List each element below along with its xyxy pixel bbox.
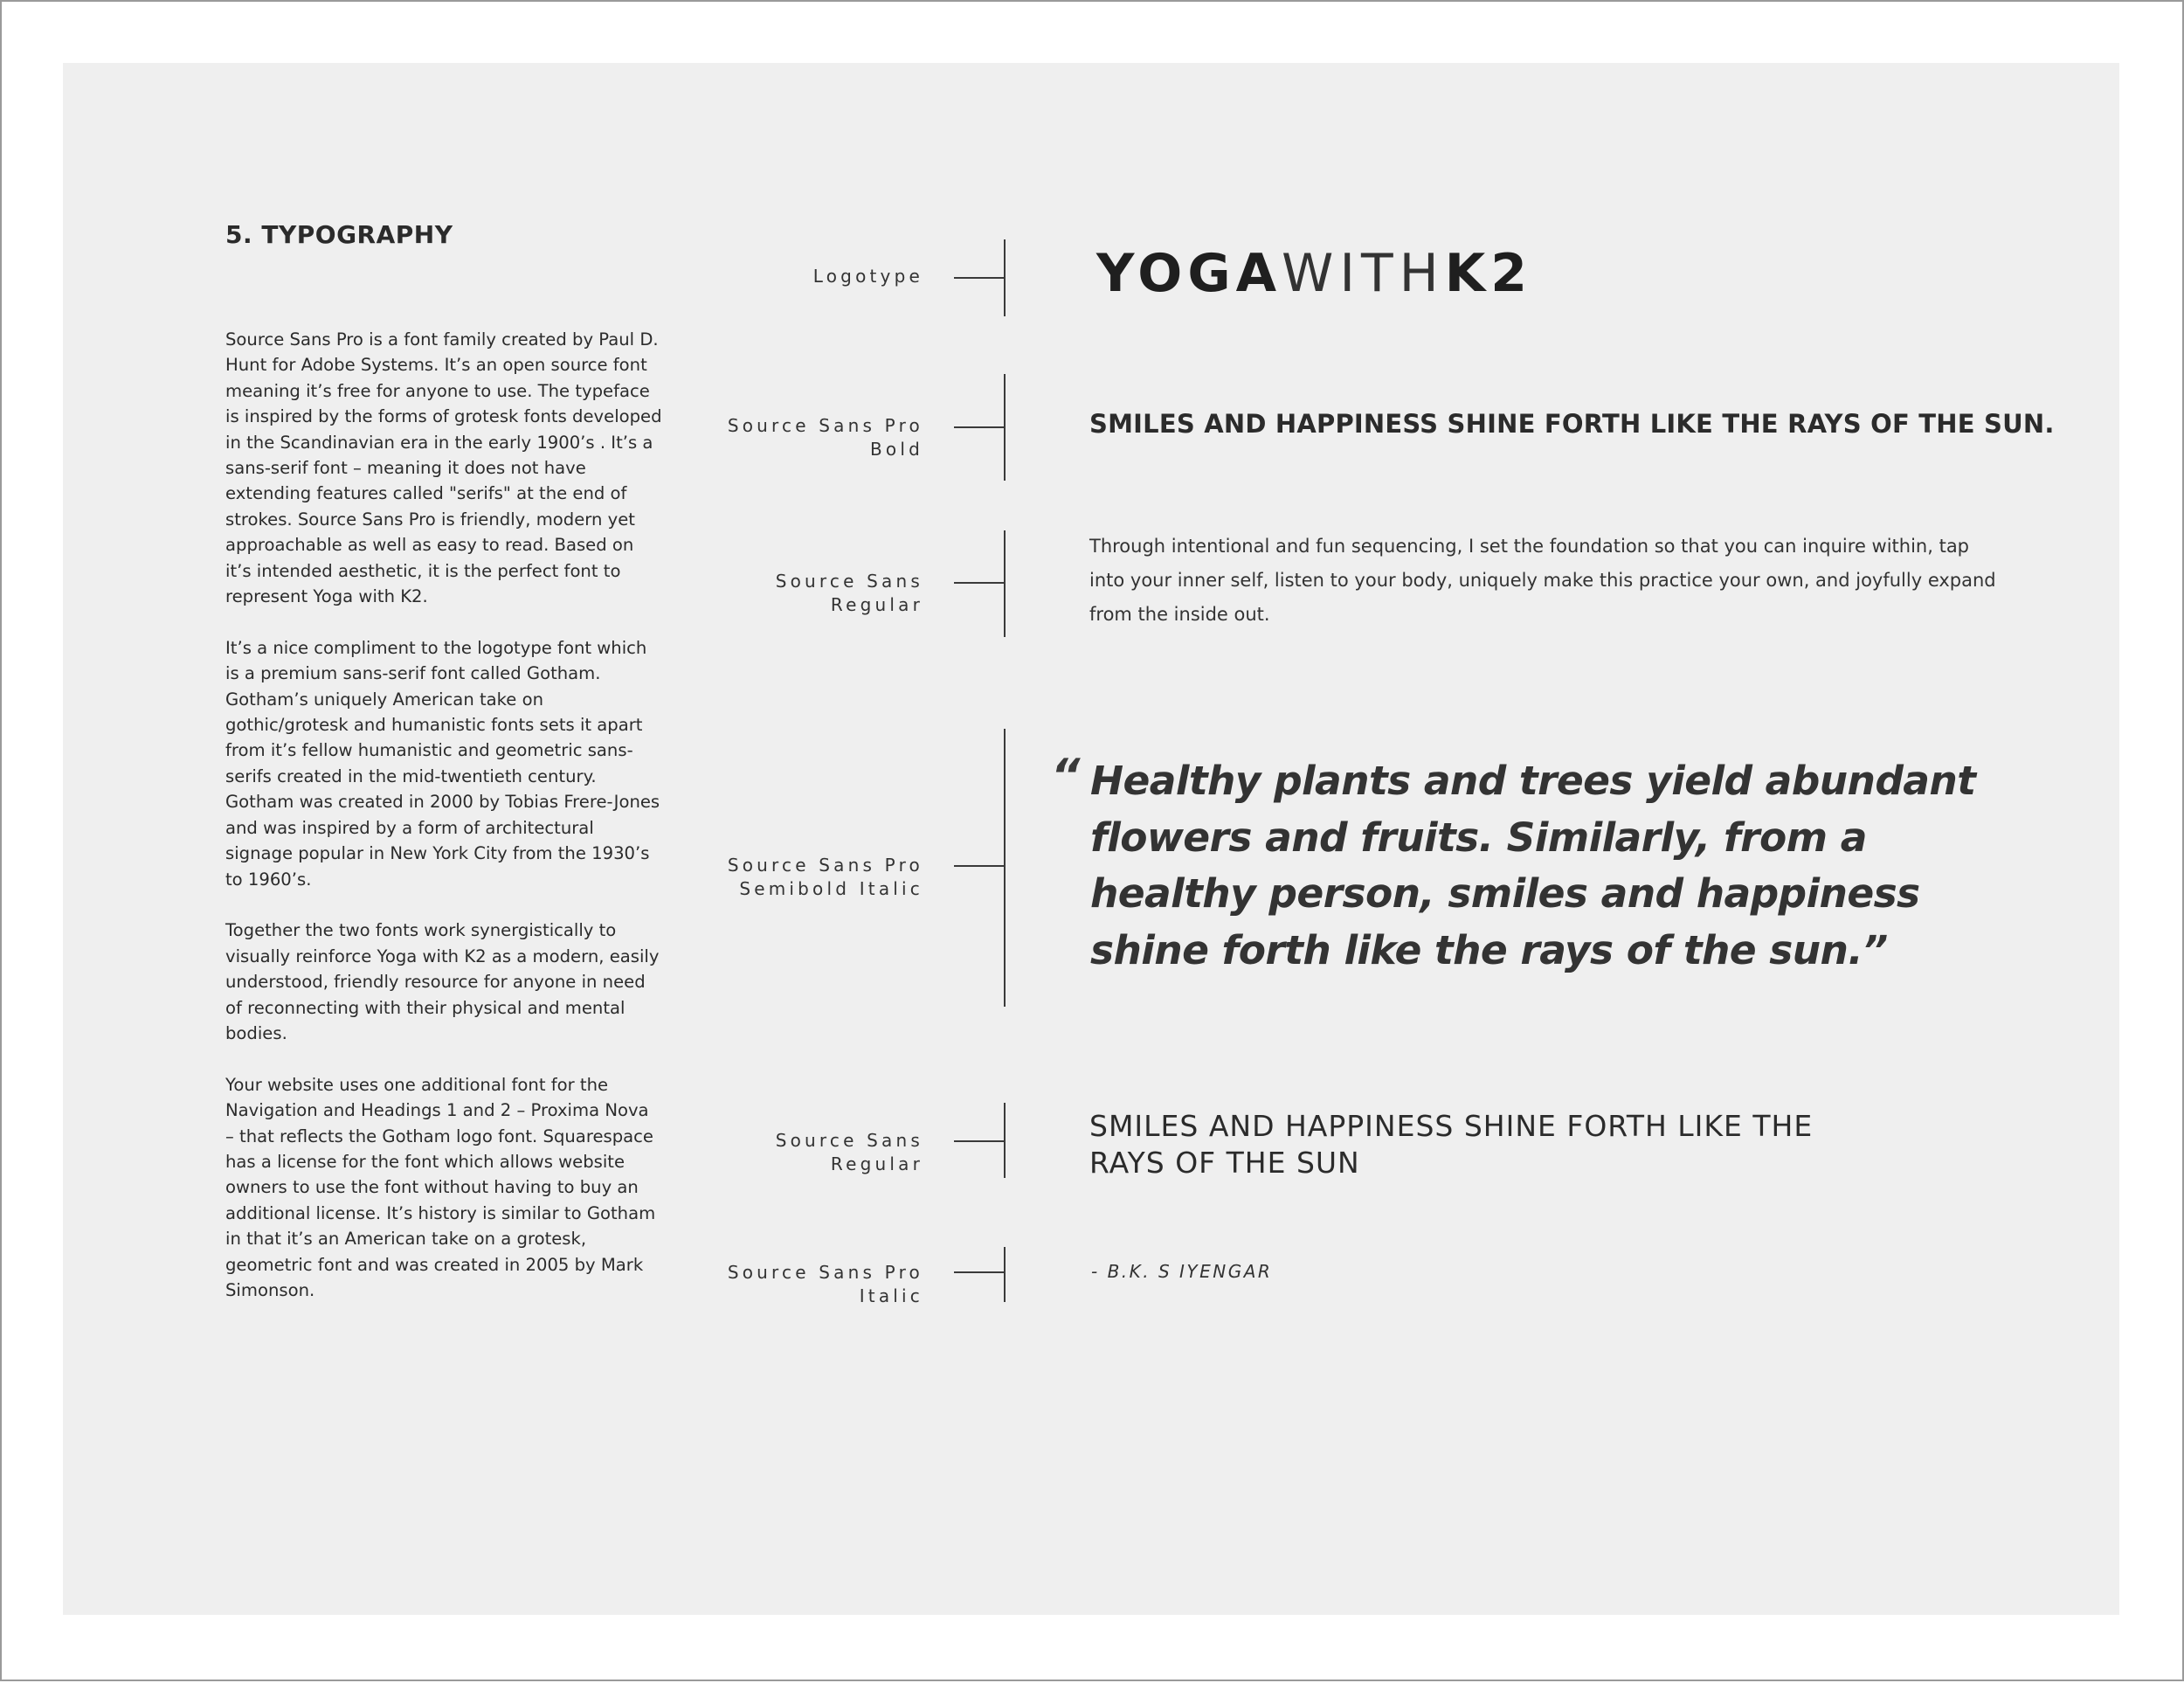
sample-regular-text: Through intentional and fun sequencing, I set the foundation so that you can inquire within, tap into your inner self, listen to your body, uniquely make this practice your own, and joyfully expand from the inside out. — [1089, 536, 1996, 625]
sample-caps-text: SMILES AND HAPPINESS SHINE FORTH LIKE THE RAYS OF THE SUN — [1089, 1109, 1814, 1180]
specimen-label-bold — [728, 414, 923, 461]
bracket-horizontal-line — [954, 277, 1005, 279]
sample-bold-text: SMILES AND HAPPINESS SHINE FORTH LIKE THE RAYS OF THE SUN. — [1089, 409, 2055, 439]
bracket-horizontal-line — [954, 1140, 1005, 1142]
bracket-horizontal-line — [954, 1271, 1005, 1273]
logotype — [1096, 243, 1532, 304]
body-copy — [225, 327, 662, 1329]
sample-italic-attribution: - B.K. S IYENGAR — [1091, 1261, 1273, 1282]
bracket-vertical-line — [1004, 729, 1006, 1007]
specimen-label-italic — [728, 1261, 923, 1308]
specimen-label-regular — [776, 570, 923, 617]
specimen-label-line: Source Sans — [775, 571, 923, 592]
specimen-label-line: Italic — [859, 1285, 923, 1306]
specimen-label-line: Regular — [830, 594, 923, 615]
specimen-label-line: Source Sans — [775, 1130, 923, 1151]
bracket-vertical-line — [1004, 530, 1006, 637]
opening-quote-mark: “ — [1051, 750, 1081, 802]
bracket-horizontal-line — [954, 582, 1005, 584]
specimen-label-line: Regular — [830, 1153, 923, 1174]
logo-word-yoga: YOGA — [1096, 243, 1282, 304]
bracket-horizontal-line — [954, 865, 1005, 867]
specimen-label-line: Source Sans Pro — [727, 855, 923, 876]
section-title: 5. TYPOGRAPHY — [225, 220, 453, 249]
body-paragraph: Source Sans Pro is a font family created by Paul D. Hunt for Adobe Systems. It’s an open source font meaning it’s free for anyone to use. The typeface is inspired by the forms of grotesk fonts developed in the Scandinavian era in the early 1900’s . It’s a sans-serif font – meaning it does not have extending features called "serifs" at the end of strokes. Source Sans Pro is friendly, modern yet approachable as well as easy to read. Based on it’s intended aesthetic, it is the perfect font to represent Yoga with K2. — [225, 329, 662, 607]
body-paragraph: Your website uses one additional font for the Navigation and Headings 1 and 2 – Proxima Nova – that reflects the Gotham logo font. Squarespace has a license for the font which allows website owners to use the font without having to buy an additional license. It’s history is similar to Gotham in that it’s an American take on a grotesk, geometric font and was created in 2005 by Mark Simonson. — [225, 1074, 656, 1300]
specimen-label-line: Source Sans Pro — [727, 415, 923, 436]
specimen-label-semibold-italic — [728, 854, 923, 901]
bracket-vertical-line — [1004, 1247, 1006, 1302]
body-paragraph: It’s a nice compliment to the logotype font which is a premium sans-serif font called Gotham. Gotham’s uniquely American take on gothic/grotesk and humanistic fonts sets it apart from it’s fellow humanistic and geometric sans-serifs created in the mid-twentieth century. Gotham was created in 2000 by Tobias Frere-Jones and was inspired by a form of architectural signage popular in New York City from the 1930’s to 1960’s. — [225, 637, 660, 890]
bracket-horizontal-line — [954, 426, 1005, 428]
logo-word-with: WITH — [1282, 243, 1445, 304]
logo-word-k2: K2 — [1444, 243, 1533, 304]
specimen-label-regular-caps — [776, 1129, 923, 1176]
body-paragraph: Together the two fonts work synergistically to visually reinforce Yoga with K2 as a modern, easily understood, friendly resource for anyone in need of reconnecting with their physical and mental bodies. — [225, 920, 660, 1043]
specimen-label-line: Semibold Italic — [739, 878, 923, 899]
specimen-label-line: Logotype — [812, 266, 923, 287]
specimen-label-line: Source Sans Pro — [727, 1262, 923, 1283]
sample-quote-text: Healthy plants and trees yield abundant flowers and fruits. Similarly, from a healthy person, smiles and happiness shine forth like the rays of the sun.” — [1090, 758, 1976, 973]
specimen-label-logotype — [813, 265, 923, 288]
specimen-label-line: Bold — [869, 439, 923, 460]
